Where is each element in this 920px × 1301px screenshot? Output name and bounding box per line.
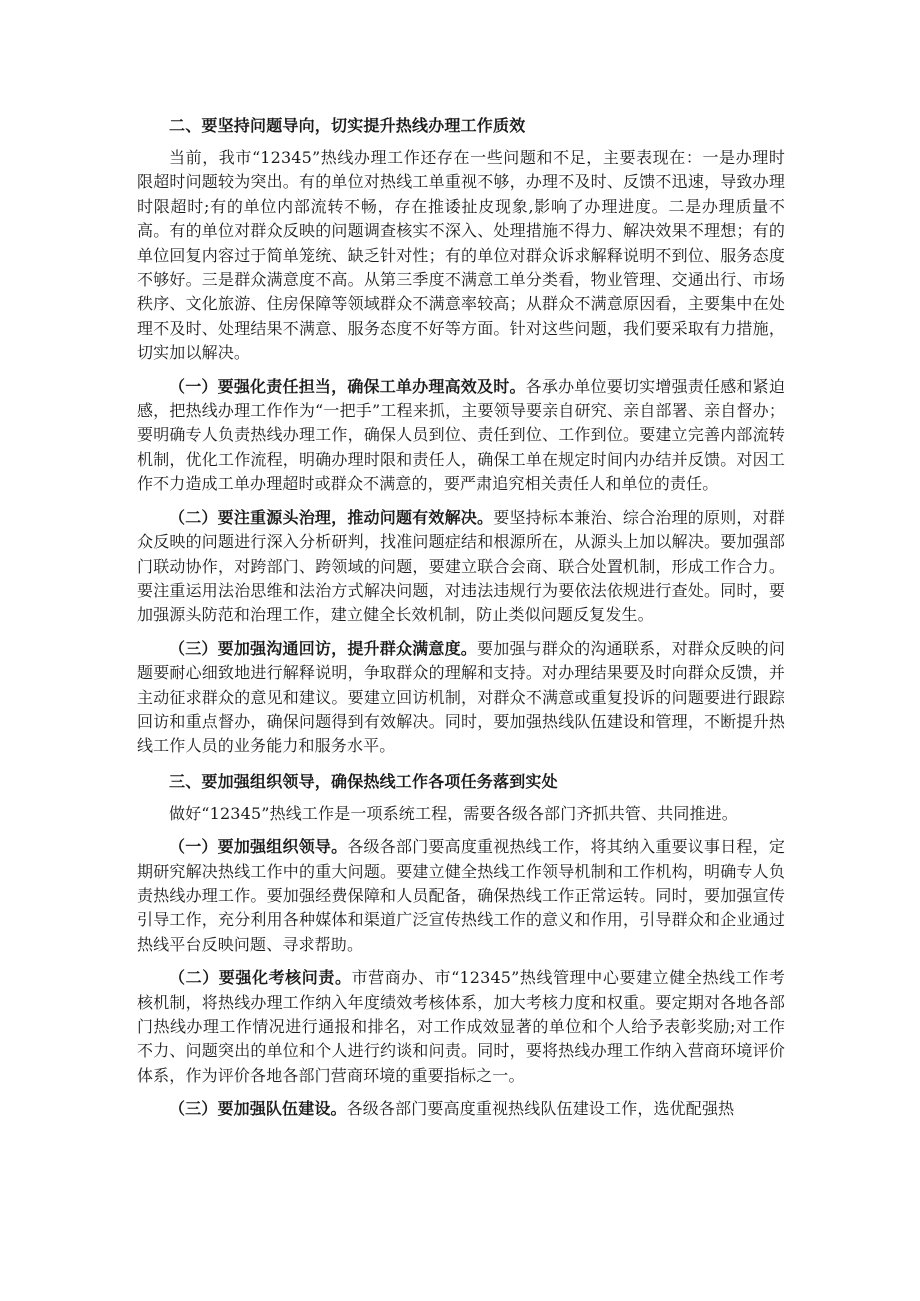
section-two-item-1 [137,375,785,497]
section-three-item-3 [137,1097,785,1121]
item-lead: （一）要加强组织领导。 [169,837,348,857]
item-body: 要加强与群众的沟通联系，对群众反映的问题要耐心细致地进行解释说明，争取群众的理解和支持。对办理结果要及时向群众反馈，并主动征求群众的意见和建议。要建立回访机制，对群众不满意或重复投诉的问题要进行跟踪回访和重点督办，确保问题得到有效解决。同时，要加强热线队伍建设和管理，不断提升热线工作人员的业务能力和服务水平。 [137,638,785,756]
section-two-heading: 二、要坚持问题导向，切实提升热线办理工作质效 [169,116,526,135]
item-lead: （三）要加强队伍建设。 [169,1099,347,1119]
section-two-item-3 [137,637,785,759]
section-three-heading: 三、要加强组织领导，确保热线工作各项任务落到实处 [169,771,558,791]
section-two-item-2 [137,506,785,628]
item-lead: （二）要强化考核问责。 [169,968,352,988]
item-lead: （一）要强化责任担当，确保工单办理高效及时。 [169,376,526,396]
section-three-item-2 [137,966,785,1088]
section-three-intro: 做好“12345”热线工作是一项系统工程，需要各级各部门齐抓共管、共同推进。 [169,803,738,823]
item-body: 各承办单位要切实增强责任感和紧迫感，把热线办理工作作为“一把手”工程来抓，主要领导要亲自研究、亲自部署、亲自督办；要明确专人负责热线办理工作，确保人员到位、责任到位、工作到位。要建立完善内部流转机制，优化工作流程，明确办理时限和责任人，确保工单在规定时间内办结并反馈。对因工作不力造成工单办理超时或群众不满意的，要严肃追究相关责任人和单位的责任。 [137,376,785,494]
item-body: 市营商办、市“12345”热线管理中心要建立健全热线工作考核机制，将热线办理工作纳入年度绩效考核体系，加大考核力度和权重。要定期对各地各部门热线办理工作情况进行通报和排名，对工作成效显著的单位和个人给予表彰奖励;对工作不力、问题突出的单位和个人进行约谈和问责。同时，要将热线办理工作纳入营商环境评价体系，作为评价各地各部门营商环境的重要指标之一。 [137,968,785,1085]
item-body: 各级各部门要高度重视热线队伍建设工作，选优配强热 [346,1099,735,1119]
item-lead: （二）要注重源头治理，推动问题有效解决。 [169,507,494,527]
document-page [137,112,785,1122]
item-body: 要坚持标本兼治、综合治理的原则，对群众反映的问题进行深入分析研判，找准问题症结和根源所在，从源头上加以解决。要加强部门联动协作，对跨部门、跨领域的问题，要建立联合会商、联合处置机制，形成工作合力。要注重运用法治思维和法治方式解决问题，对违法违规行为要依法依规进行查处。同时，要加强源头防范和治理工作，建立健全长效机制，防止类似问题反复发生。 [137,507,785,625]
item-body: 各级各部门要高度重视热线工作，将其纳入重要议事日程，定期研究解决热线工作中的重大问题。要建立健全热线工作领导机制和工作机构，明确专人负责热线办理工作。要加强经费保障和人员配备，确保热线工作正常运转。同时，要加强宣传引导工作，充分利用各种媒体和渠道广泛宣传热线工作的意义和作用，引导群众和企业通过热线平台反映问题、寻求帮助。 [137,837,785,954]
section-two-intro: 当前，我市“12345”热线办理工作还存在一些问题和不足，主要表现在：一是办理时限超时问题较为突出。有的单位对热线工单重视不够，办理不及时、反馈不迅速，导致办理时限超时;有的单位内部流转不畅，存在推诿扯皮现象,影响了办理进度。二是办理质量不高。有的单位对群众反映的问题调查核实不深入、处理措施不得力、解决效果不理想；有的单位回复内容过于简单笼统、缺乏针对性；有的单位对群众诉求解释说明不到位、服务态度不够好。三是群众满意度不高。从第三季度不满意工单分类看，物业管理、交通出行、市场秩序、文化旅游、住房保障等领域群众不满意率较高；从群众不满意原因看，主要集中在处理不及时、处理结果不满意、服务态度不好等方面。针对这些问题，我们要采取有力措施，切实加以解决。 [137,148,785,363]
section-three-item-1 [137,835,785,957]
item-lead: （三）要加强沟通回访，提升群众满意度。 [169,638,478,658]
